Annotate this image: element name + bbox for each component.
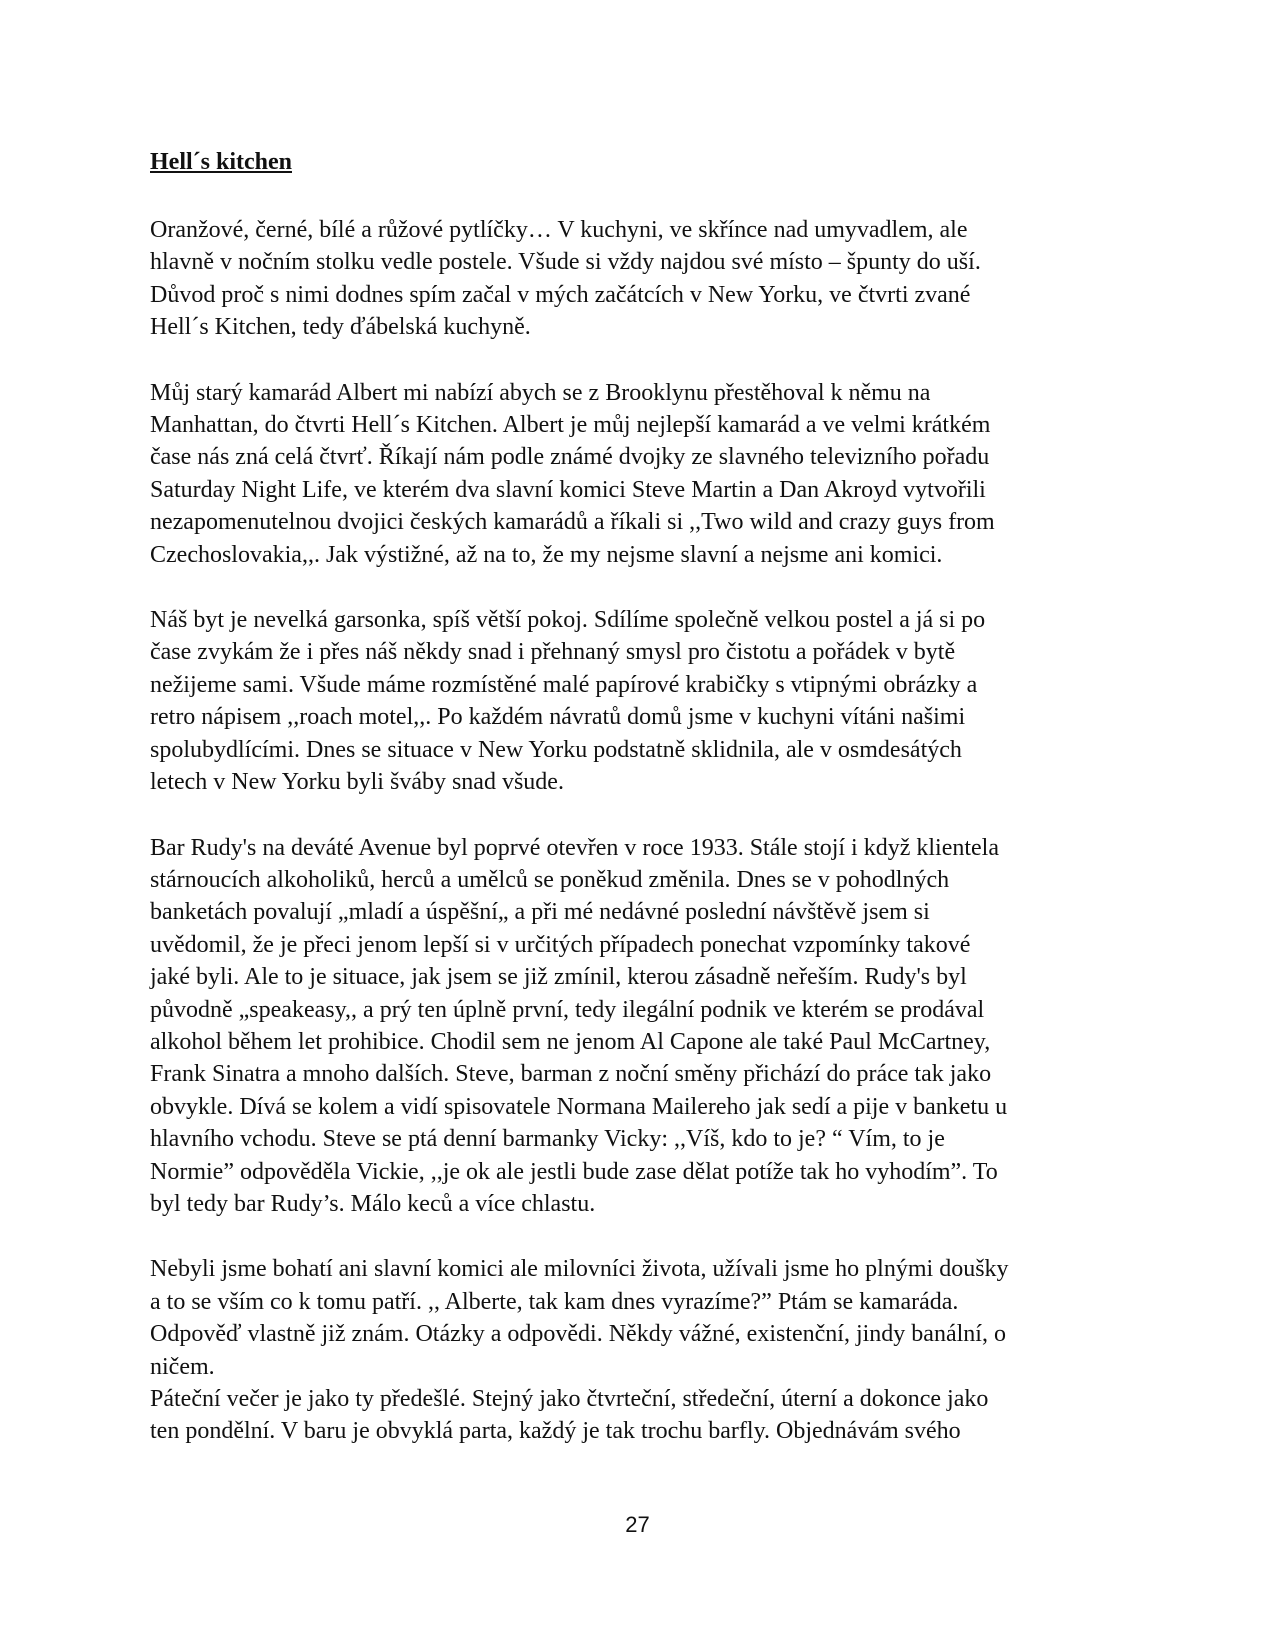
- chapter-title: Hell´s kitchen: [150, 149, 292, 175]
- text-line: Frank Sinatra a mnoho dalších. Steve, barman z noční směny přichází do práce tak jako: [150, 1061, 992, 1088]
- text-line: alkohol během let prohibice. Chodil sem ne jenom Al Capone ale také Paul McCartney,: [150, 1028, 991, 1055]
- paragraph-4: [150, 832, 1130, 1221]
- text-line: stárnoucích alkoholiků, herců a umělců se poněkud změnila. Dnes se v pohodlných: [150, 866, 950, 893]
- text-line: čase nás zná celá čtvrť. Říkají nám podle známé dvojky ze slavného televizního pořadu: [150, 444, 990, 471]
- text-line: uvědomil, že je přeci jenom lepší si v určitých případech ponechat vzpomínky takové: [150, 931, 971, 958]
- text-line: Saturday Night Life, ve kterém dva slavní komici Steve Martin a Dan Akroyd vytvořili: [150, 476, 986, 503]
- text-line: Páteční večer je jako ty předešlé. Stejný jako čtvrteční, středeční, úterní a dokonce jako: [150, 1386, 989, 1412]
- text-line: Oranžové, černé, bílé a růžové pytlíčky… V kuchyni, ve skřínce nad umyvadlem, ale: [150, 217, 968, 243]
- text-line: Důvod proč s nimi dodnes spím začal v mých začátcích v New Yorku, ve čtvrti zvané: [150, 281, 971, 308]
- text-line: ten pondělní. V baru je obvyklá parta, každý je tak trochu barfly. Objednávám svého: [150, 1418, 961, 1445]
- text-line: byl tedy bar Rudy’s. Málo keců a více chlastu.: [150, 1190, 596, 1217]
- document-page: [150, 146, 1130, 1448]
- text-line: čase zvykám že i přes náš někdy snad i přehnaný smysl pro čistotu a pořádek v bytě: [150, 639, 956, 666]
- text-line: ničem.: [150, 1353, 215, 1380]
- paragraph-2: [150, 377, 1130, 571]
- text-line: Bar Rudy's na deváté Avenue byl poprvé otevřen v roce 1933. Stále stojí i když klientela: [150, 834, 999, 861]
- text-line: hlavně v nočním stolku vedle postele. Všude si vždy najdou své místo – špunty do uší.: [150, 249, 981, 276]
- text-line: a to se vším co k tomu patří. ,, Alberte, tak kam dnes vyrazíme?” Ptám se kamaráda.: [150, 1288, 959, 1315]
- text-line: hlavního vchodu. Steve se ptá denní barmanky Vicky: ,,Víš, kdo to je? “ Vím, to je: [150, 1126, 945, 1153]
- text-line: původně „speakeasy,, a prý ten úplně první, tedy ilegální podnik ve kterém se prodával: [150, 996, 985, 1023]
- paragraph-gap: [150, 1220, 1130, 1253]
- text-line: banketách povalují „mladí a úspěšní„ a při mé nedávné poslední návštěvě jsem si: [150, 899, 930, 926]
- paragraph-1: [150, 214, 1130, 344]
- text-line: nezapomenutelnou dvojici českých kamarádů a říkali si ,,Two wild and crazy guys from: [150, 509, 995, 536]
- text-line: retro nápisem ,,roach motel,,. Po každém návratů domů jsme v kuchyni vítáni našimi: [150, 704, 966, 731]
- text-line: Nebyli jsme bohatí ani slavní komici ale milovníci života, užívali jsme ho plnými doušky: [150, 1256, 1009, 1283]
- text-line: Czechoslovakia,,. Jak výstižné, až na to, že my nejsme slavní a nejsme ani komici.: [150, 541, 943, 568]
- text-line: Normie” odpověděla Vickie, ,,je ok ale jestli bude zase dělat potíže tak ho vyhodím”. To: [150, 1158, 998, 1185]
- text-line: Můj starý kamarád Albert mi nabízí abych se z Brooklynu přestěhoval k němu na: [150, 379, 931, 406]
- text-line: letech v New Yorku byli šváby snad všude.: [150, 769, 564, 796]
- paragraph-3: [150, 604, 1130, 798]
- text-line: Hell´s Kitchen, tedy ďábelská kuchyně.: [150, 314, 531, 341]
- text-line: jaké byli. Ale to je situace, jak jsem se již zmínil, kterou zásadně neřeším. Rudy's byl: [150, 964, 967, 991]
- text-line: Manhattan, do čtvrti Hell´s Kitchen. Albert je můj nejlepší kamarád a ve velmi krátkém: [150, 412, 991, 439]
- text-line: Náš byt je nevelká garsonka, spíš větší pokoj. Sdílíme společně velkou postel a já si po: [150, 607, 986, 634]
- text-line: spolubydlícími. Dnes se situace v New Yorku podstatně sklidnila, ale v osmdesátých: [150, 736, 962, 763]
- paragraph-5: [150, 1253, 1130, 1447]
- text-line: obvykle. Dívá se kolem a vidí spisovatele Normana Mailereho jak sedí a pije v banketu u: [150, 1093, 1008, 1120]
- paragraph-gap: [150, 344, 1130, 377]
- paragraph-gap: [150, 571, 1130, 604]
- paragraph-gap: [150, 799, 1130, 832]
- text-line: Odpověď vlastně již znám. Otázky a odpovědi. Někdy vážné, existenční, jindy banální, o: [150, 1321, 1006, 1348]
- page-number: 27: [625, 1512, 650, 1537]
- text-line: nežijeme sami. Všude máme rozmístěné malé papírové krabičky s vtipnými obrázky a: [150, 671, 978, 698]
